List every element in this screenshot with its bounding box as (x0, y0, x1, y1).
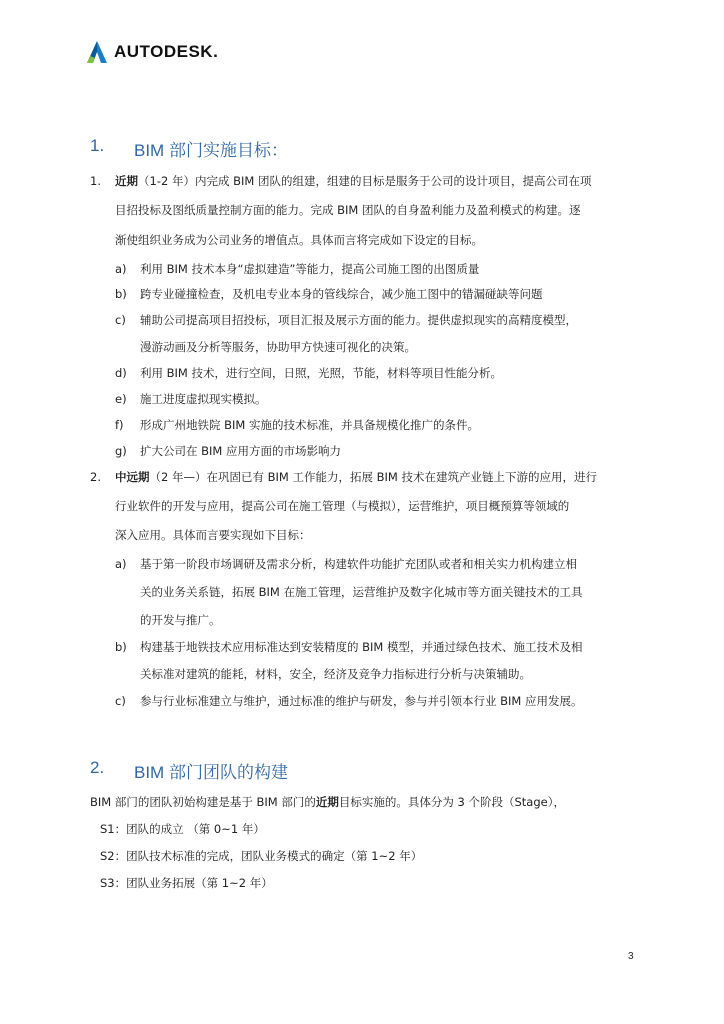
item-1-line-3: 渐使组织业务成为公司业务的增值点。具体而言将完成如下设定的目标。 (115, 233, 483, 247)
item-2-marker: 2. (90, 470, 101, 484)
item-2-line-2: 行业软件的开发与应用，提高公司在施工管理（与模拟），运营维护，项目概预算等领域的 (115, 499, 570, 513)
item-1-marker: 1. (90, 174, 101, 188)
sub-1f-line-1: 形成广州地铁院 BIM 实施的技术标准，并具备规模化推广的条件。 (140, 418, 480, 432)
sub-1d-marker: d) (115, 366, 127, 380)
sub-2a-line-1: 基于第一阶段市场调研及需求分析，构建软件功能扩充团队或者和相关实力机构建立相 (140, 557, 577, 571)
sub-2c-marker: c) (115, 694, 126, 708)
sub-1f-marker: f) (115, 418, 124, 432)
sub-1g-marker: g) (115, 444, 127, 458)
sub-1e-marker: e) (115, 392, 127, 406)
item-1-lead: 近期 (115, 174, 138, 188)
page-number: 3 (628, 951, 634, 962)
section-1-title: BIM 部门实施目标： (134, 141, 288, 160)
item-1-line-1 (115, 174, 591, 188)
sub-1a-line-1: 利用 BIM 技术本身“虚拟建造”等能力，提高公司施工图的出图质量 (140, 262, 480, 276)
sub-1g-line-1: 扩大公司在 BIM 应用方面的市场影响力 (140, 444, 342, 458)
item-2-line-1 (115, 470, 597, 484)
sub-1b-line-1: 跨专业碰撞检查，及机电专业本身的管线综合，减少施工图中的错漏碰缺等问题 (140, 287, 543, 301)
sub-2b-line-2: 关标准对建筑的能耗，材料，安全，经济及竞争力指标进行分析与决策辅助。 (140, 667, 531, 681)
sub-1e-line-1: 施工进度虚拟现实模拟。 (140, 392, 267, 406)
intro-after: 目标实施的。具体分为 3 个阶段（Stage）， (338, 795, 565, 809)
item-2-text-1: （2 年—）在巩固已有 BIM 工作能力，拓展 BIM 技术在建筑产业链上下游的应用，进行 (149, 470, 597, 484)
section-1-number: 1. (90, 136, 105, 155)
intro-bold: 近期 (315, 795, 339, 809)
sub-2a-line-2: 关的业务关系链，拓展 BIM 在施工管理，运营维护及数字化城市等方面关键技术的工具 (140, 585, 583, 599)
item-1-line-2: 目招投标及图纸质量控制方面的能力。完成 BIM 团队的自身盈利能力及盈利模式的构建。逐 (115, 203, 581, 217)
stage-s3: S3：团队业务拓展（第 1~2 年） (100, 876, 273, 890)
intro-before: BIM 部门的团队初始构建是基于 BIM 部门的 (90, 795, 316, 809)
sub-2a-marker: a) (115, 557, 127, 571)
autodesk-logo-icon (86, 40, 108, 64)
logo-text: AUTODESK. (114, 42, 219, 61)
sub-2b-marker: b) (115, 640, 127, 654)
section-2-intro (90, 795, 565, 809)
sub-1c-line-1: 辅助公司提高项目招投标，项目汇报及展示方面的能力。提供虚拟现实的高精度模型， (140, 313, 577, 327)
sub-1d-line-1: 利用 BIM 技术，进行空间，日照，光照，节能，材料等项目性能分析。 (140, 366, 503, 380)
item-2-line-3: 深入应用。具体而言要实现如下目标： (115, 528, 311, 542)
sub-1c-marker: c) (115, 313, 126, 327)
sub-2c-line-1: 参与行业标准建立与维护，通过标准的维护与研发，参与并引领本行业 BIM 应用发展。 (140, 694, 583, 708)
section-2-title: BIM 部门团队的构建 (134, 763, 288, 782)
stage-s2: S2：团队技术标准的完成，团队业务模式的确定（第 1~2 年） (100, 849, 423, 863)
sub-1b-marker: b) (115, 287, 127, 301)
item-2-lead: 中远期 (115, 470, 150, 484)
sub-2b-line-1: 构建基于地铁技术应用标准达到安装精度的 BIM 模型，并通过绿色技术、施工技术及相 (140, 640, 583, 654)
stage-s1: S1：团队的成立 （第 0~1 年） (100, 822, 265, 836)
autodesk-logo (86, 40, 218, 64)
item-1-text-1: （1-2 年）内完成 BIM 团队的组建，组建的目标是服务于公司的设计项目，提高公司在项 (138, 174, 592, 188)
section-2-number: 2. (90, 758, 105, 777)
sub-1a-marker: a) (115, 262, 127, 276)
sub-1c-line-2: 漫游动画及分析等服务，协助甲方快速可视化的决策。 (140, 340, 416, 354)
sub-2a-line-3: 的开发与推广。 (140, 613, 221, 627)
